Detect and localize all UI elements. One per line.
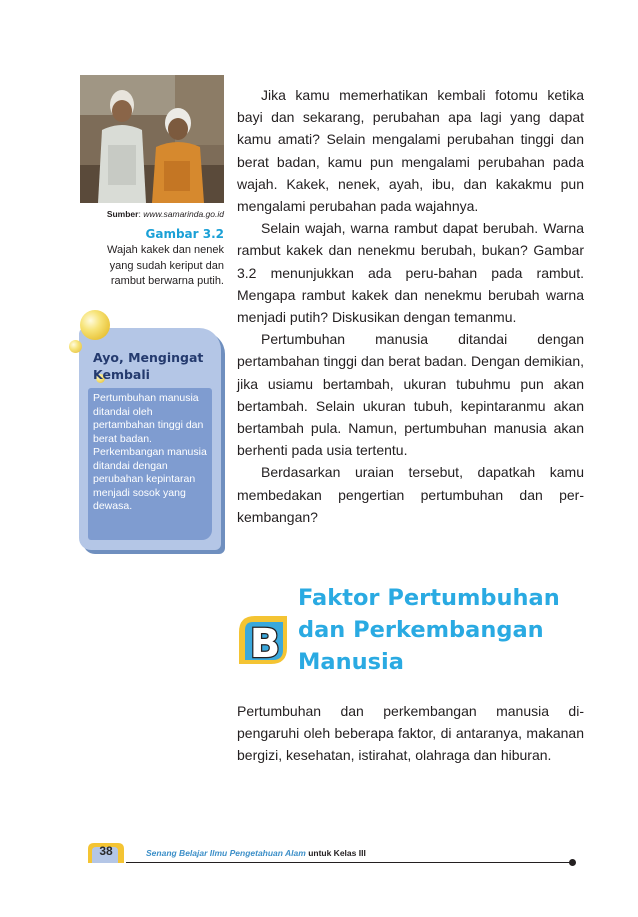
section-body: Pertumbuhan dan perkembangan manusia di-pengaruhi oleh beberapa faktor, di antaranya, makanan bergizi, kesehatan, istirahat, olahraga dan hiburan. [237, 703, 584, 764]
footer-rule-dot [569, 859, 576, 866]
remember-box-title: Ayo, Mengingat Kembali [93, 350, 204, 382]
credit-source: www.samarinda.go.id [143, 209, 224, 219]
credit-label: Sumber [106, 209, 139, 219]
figure-credit: Sumber: www.samarinda.go.id [106, 209, 224, 219]
section-title-line-2: dan Perkembangan [298, 617, 544, 643]
figure-label: Gambar 3.2 [145, 227, 224, 241]
elderly-couple-photo [80, 75, 224, 203]
book-suffix: untuk Kelas III [308, 848, 366, 858]
footer-rule [126, 862, 572, 863]
section-title-line-1: Faktor Pertumbuhan [298, 585, 560, 611]
section-title [298, 582, 598, 678]
bubble-large [80, 310, 110, 340]
paragraph-1: Jika kamu memerhatikan kembali fotomu ketika bayi dan sekarang, perubahan apa lagi yang dapat kamu amati? Selain mengalami perubahan tinggi dan berat badan, kamu pun mengalami perubahan pada wajah. Kakek, nenek, ayah, ibu, dan kakakmu pun mengalami perubahan pada wajahnya. [237, 87, 584, 215]
section-letter-badge [235, 612, 291, 668]
figure-caption: Wajah kakek dan nenek yang sudah keriput dan rambut berwarna putih. [107, 244, 224, 287]
remember-box-text: Pertumbuhan manusia ditandai oleh pertambahan tinggi dan berat badan. Perkembangan manusia ditandai dengan perubahan kepintaran menjadi sosok yang dewasa. [88, 388, 212, 540]
paragraph-2: Selain wajah, warna rambut dapat berubah. Warna rambut kakek dan nenekmu berubah, bukan? Gambar 3.2 menunjukkan ada peru-bahan pada rambut. Mengapa rambut kakek dan nenekmu berubah warna menjadi putih? Diskusikan dengan temanmu. [237, 220, 584, 326]
main-text [237, 84, 584, 528]
footer-book-title [146, 848, 366, 858]
paragraph-3: Pertumbuhan manusia ditandai dengan pertambahan tinggi dan berat badan. Dengan demikian, jika usiamu bertambah, ukuran tubuhmu pun akan bertambah. Selain ukuran tubuh, kepintaranmu akan bertambah pula. Namun, pertumbuhan manusia akan berhenti pada usia tertentu. [237, 331, 584, 459]
paragraph-4: Berdasarkan uraian tersebut, dapatkah kamu membedakan pengertian pertumbuhan dan per-kembangan? [237, 464, 584, 525]
bubble-small [69, 340, 82, 353]
page-number: 38 [99, 844, 113, 858]
book-title: Senang Belajar Ilmu Pengetahuan Alam [146, 848, 306, 858]
section-letter: B [249, 621, 281, 667]
section-title-line-3: Manusia [298, 649, 404, 675]
